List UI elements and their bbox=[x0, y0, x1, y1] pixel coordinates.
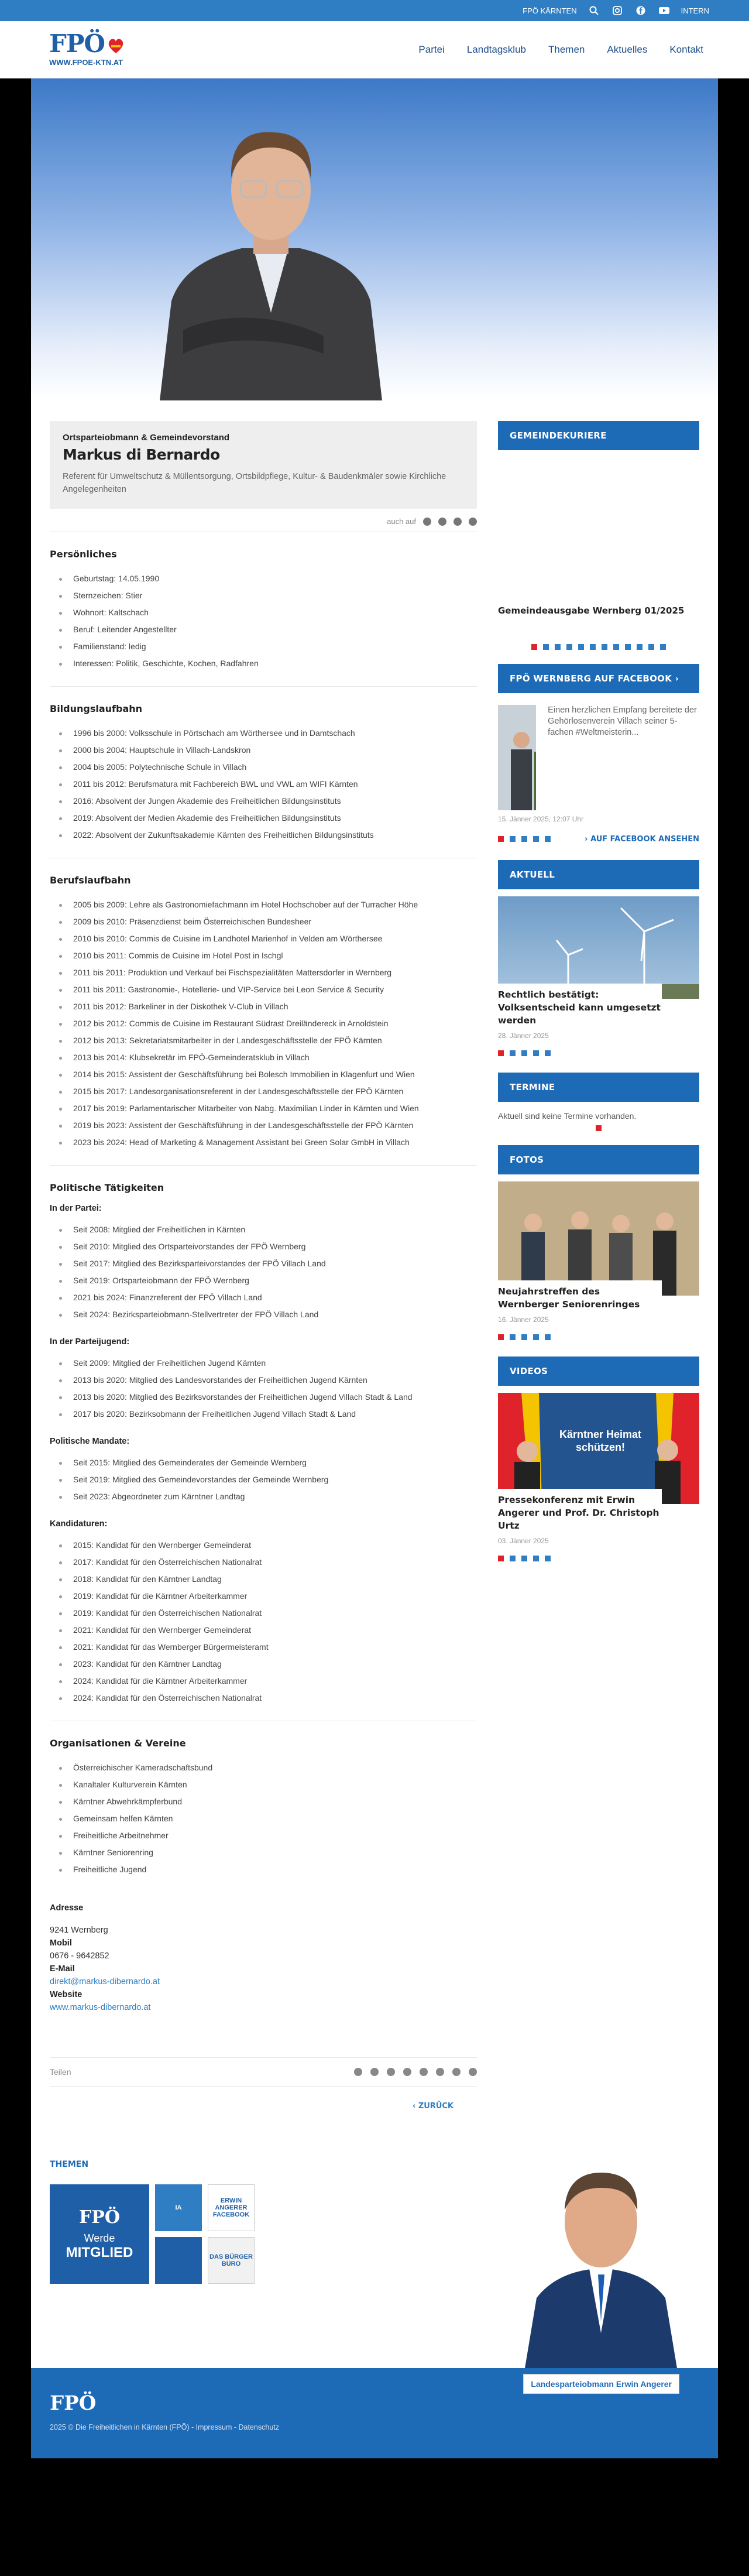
list-item: 2000 bis 2004: Hauptschule in Villach-Landskron bbox=[50, 742, 477, 759]
facebook-icon[interactable] bbox=[634, 4, 647, 17]
list-item: 2021 bis 2024: Finanzreferent der FPÖ Villach Land bbox=[50, 1289, 477, 1306]
list-item: Seit 2024: Bezirksparteiobmann-Stellvertreter der FPÖ Villach Land bbox=[50, 1306, 477, 1323]
mitglied-tile[interactable] bbox=[50, 2184, 149, 2284]
facebook-post-text: Einen herzlichen Empfang bereitete der Gehörlosenverein Villach seiner 5-fachen #Weltmeisterin... bbox=[548, 705, 697, 737]
list-item: Gemeinsam helfen Kärnten bbox=[50, 1810, 477, 1827]
facebook-view-link[interactable]: › AUF FACEBOOK ANSEHEN bbox=[585, 835, 699, 844]
mitglied-tile-line2: MITGLIED bbox=[66, 2245, 133, 2260]
list-item: Seit 2010: Mitglied des Ortsparteivorstandes der FPÖ Wernberg bbox=[50, 1238, 477, 1255]
youth-subhead: In der Parteijugend: bbox=[50, 1337, 130, 1347]
fotos-date: 16. Jänner 2025 bbox=[498, 1316, 549, 1324]
gemeindekuriere-title: GEMEINDEKURIERE bbox=[498, 421, 699, 450]
fpoe-kaernten-link[interactable]: FPÖ KÄRNTEN bbox=[523, 6, 577, 15]
list-item: Interessen: Politik, Geschichte, Kochen, Radfahren bbox=[50, 655, 477, 672]
footer-logo[interactable]: FPÖ bbox=[50, 2392, 97, 2415]
list-item: Seit 2015: Mitglied des Gemeinderates der Gemeinde Wernberg bbox=[50, 1454, 477, 1471]
page-wrapper bbox=[31, 78, 718, 2389]
search-icon[interactable] bbox=[587, 4, 600, 17]
facebook-post-date: 15. Jänner 2025, 12:07 Uhr bbox=[498, 815, 584, 823]
nav-themen[interactable]: Themen bbox=[548, 43, 585, 55]
list-item: 2011 bis 2012: Barkeliner in der Diskothek V-Club in Villach bbox=[50, 998, 477, 1015]
site-logo[interactable] bbox=[49, 29, 126, 67]
portrait-image bbox=[148, 78, 394, 400]
nav-partei[interactable]: Partei bbox=[418, 43, 445, 55]
list-item: 2010 bis 2011: Commis de Cuisine im Hotel Post in Ischgl bbox=[50, 947, 477, 964]
aktuell-headline[interactable]: Rechtlich bestätigt: Volksentscheid kann umgesetzt werden bbox=[498, 984, 662, 1027]
logo-heart-icon bbox=[106, 36, 126, 56]
website-link[interactable]: www.markus-dibernardo.at bbox=[50, 2003, 151, 2012]
facebook-post bbox=[498, 705, 699, 810]
list-item: Seit 2023: Abgeordneter zum Kärntner Landtag bbox=[50, 1488, 477, 1505]
list-item: 2019: Kandidat für den Österreichischen Nationalrat bbox=[50, 1605, 477, 1622]
list-item: 2023: Kandidat für den Kärntner Landtag bbox=[50, 1656, 477, 1673]
videos-title: VIDEOS bbox=[498, 1356, 699, 1386]
theme-tile-2[interactable]: ERWIN ANGERER FACEBOOK bbox=[208, 2184, 255, 2231]
party-subhead: In der Partei: bbox=[50, 1204, 102, 1213]
organizations-title: Organisationen & Vereine bbox=[50, 1738, 186, 1749]
themen-section bbox=[31, 2134, 718, 2389]
youtube-icon[interactable] bbox=[658, 4, 671, 17]
list-item: Familienstand: ledig bbox=[50, 638, 477, 655]
footer-text: 2025 © Die Freiheitlichen in Kärnten (FPÖ) - Impressum - Datenschutz bbox=[50, 2423, 279, 2431]
gemeindekuriere-dots bbox=[498, 644, 699, 650]
list-item: 2017 bis 2020: Bezirksobmann der Freiheitlichen Jugend Villach Stadt & Land bbox=[50, 1406, 477, 1423]
list-item: 2013 bis 2020: Mitglied des Landesvorstandes der Freiheitlichen Jugend Kärnten bbox=[50, 1372, 477, 1389]
career-title: Berufslaufbahn bbox=[50, 875, 131, 886]
share-linkedin-icon[interactable] bbox=[403, 2068, 411, 2076]
education-list bbox=[50, 725, 477, 858]
list-item: 2011 bis 2011: Produktion und Verkauf bei Fischspezialitäten Mattersdorfer in Wernberg bbox=[50, 964, 477, 981]
site-header bbox=[0, 21, 749, 78]
fotos-title: FOTOS bbox=[498, 1145, 699, 1174]
termine-dots bbox=[498, 1125, 699, 1131]
list-item: 2015 bis 2017: Landesorganisationsreferent in der Landesgeschäftsstelle der FPÖ Kärnten bbox=[50, 1083, 477, 1100]
list-item: 2011 bis 2012: Berufsmatura mit Fachbereich BWL und VWL am WIFI Kärnten bbox=[50, 776, 477, 793]
list-item: 2015: Kandidat für den Wernberger Gemeinderat bbox=[50, 1537, 477, 1554]
nav-landtagsklub[interactable]: Landtagsklub bbox=[466, 43, 526, 55]
youth-list bbox=[50, 1355, 477, 1426]
list-item: 1996 bis 2000: Volksschule in Pörtschach am Wörthersee und in Damtschach bbox=[50, 725, 477, 742]
list-item: Freiheitliche Jugend bbox=[50, 1861, 477, 1878]
list-item: 2014 bis 2015: Assistent der Geschäftsführung bei Bolesch Immobilien in Klagenfurt und Wien bbox=[50, 1066, 477, 1083]
list-item: Kärntner Seniorenring bbox=[50, 1844, 477, 1861]
list-item: 2013 bis 2014: Klubsekretär im FPÖ-Gemeinderatsklub in Villach bbox=[50, 1049, 477, 1066]
governor-portrait bbox=[519, 2146, 683, 2368]
list-item: Kanaltaler Kulturverein Kärnten bbox=[50, 1776, 477, 1793]
themen-title: THEMEN bbox=[50, 2160, 89, 2169]
hero-image bbox=[31, 78, 718, 400]
list-item: Freiheitliche Arbeitnehmer bbox=[50, 1827, 477, 1844]
candidacies-list bbox=[50, 1537, 477, 1721]
personal-list bbox=[50, 570, 477, 687]
videos-date: 03. Jänner 2025 bbox=[498, 1537, 549, 1545]
aktuell-title: AKTUELL bbox=[498, 860, 699, 889]
list-item: 2009 bis 2010: Präsenzdienst beim Österreichischen Bundesheer bbox=[50, 913, 477, 930]
termine-title: TERMINE bbox=[498, 1073, 699, 1102]
list-item: 2024: Kandidat für die Kärntner Arbeiterkammer bbox=[50, 1673, 477, 1690]
list-item: 2010 bis 2010: Commis de Cuisine im Landhotel Marienhof in Velden am Wörthersee bbox=[50, 930, 477, 947]
list-item: Seit 2008: Mitglied der Freiheitlichen in Kärnten bbox=[50, 1221, 477, 1238]
home-icon[interactable] bbox=[469, 518, 477, 526]
profile-social bbox=[50, 509, 477, 532]
address-value: 9241 Wernberg bbox=[50, 1926, 108, 1935]
top-bar bbox=[0, 0, 749, 21]
share-label: Teilen bbox=[50, 2067, 71, 2077]
mobile-label: Mobil bbox=[50, 1938, 72, 1948]
list-item: 2011 bis 2011: Gastronomie-, Hotellerie- und VIP-Service bei Leon Service & Security bbox=[50, 981, 477, 998]
mitglied-tile-line1: Werde bbox=[84, 2232, 115, 2244]
candidacies-subhead: Kandidaturen: bbox=[50, 1519, 108, 1529]
list-item: 2004 bis 2005: Polytechnische Schule in Villach bbox=[50, 759, 477, 776]
theme-tile-4[interactable]: DAS BÜRGER BÜRO bbox=[208, 2237, 255, 2284]
video-banner-text: Kärntner Heimat schützen! bbox=[559, 1429, 642, 1453]
videos-headline[interactable]: Pressekonferenz mit Erwin Angerer und Prof. Dr. Christoph Urtz bbox=[498, 1489, 662, 1532]
share-twitter-icon[interactable] bbox=[370, 2068, 379, 2076]
main-column bbox=[50, 421, 477, 2134]
facebook-icon[interactable] bbox=[423, 518, 431, 526]
fotos-headline[interactable]: Neujahrstreffen des Wernberger Seniorenringes bbox=[498, 1280, 662, 1311]
facebook-post-image[interactable] bbox=[498, 705, 536, 810]
back-link[interactable]: ‹ ZURÜCK bbox=[412, 2102, 453, 2111]
list-item: 2017 bis 2019: Parlamentarischer Mitarbeiter von Nabg. Maximilian Linder in Kärnten und Wien bbox=[50, 1100, 477, 1117]
personal-title: Persönliches bbox=[50, 549, 117, 560]
list-item: 2024: Kandidat für den Österreichischen Nationalrat bbox=[50, 1690, 477, 1707]
profile-name: Markus di Bernardo bbox=[63, 446, 220, 463]
logo-text: FPÖ bbox=[49, 29, 105, 58]
political-title: Politische Tätigkeiten bbox=[50, 1182, 164, 1193]
sidebar bbox=[498, 421, 699, 2134]
list-item: Wohnort: Kaltschach bbox=[50, 604, 477, 621]
list-item: 2012 bis 2013: Sekretariatsmitarbeiter in der Landesgeschäftsstelle der FPÖ Kärnten bbox=[50, 1032, 477, 1049]
theme-tile-3[interactable] bbox=[155, 2237, 202, 2284]
termine-text: Aktuell sind keine Termine vorhanden. bbox=[498, 1111, 637, 1121]
share-vk-icon[interactable] bbox=[420, 2068, 428, 2076]
list-item: 2013 bis 2020: Mitglied des Bezirksvorstandes der Freiheitlichen Jugend Villach Stadt & Land bbox=[50, 1389, 477, 1406]
aktuell-date: 28. Jänner 2025 bbox=[498, 1032, 549, 1040]
career-list bbox=[50, 896, 477, 1166]
share-tumblr-icon[interactable] bbox=[436, 2068, 444, 2076]
profile-description: Referent für Umweltschutz & Müllentsorgung, Ortsbildpflege, Kultur- & Baudenkmäler sowie Kirchliche Angelegenheiten bbox=[63, 472, 446, 494]
website-label: Website bbox=[50, 1990, 83, 1999]
gemeindekurier-issue[interactable]: Gemeindeausgabe Wernberg 01/2025 bbox=[498, 605, 685, 616]
nav-aktuelles[interactable]: Aktuelles bbox=[607, 43, 648, 55]
list-item: Seit 2017: Mitglied des Bezirksparteivorstandes der FPÖ Villach Land bbox=[50, 1255, 477, 1272]
videos-dots bbox=[498, 1556, 699, 1561]
list-item: Beruf: Leitender Angestellter bbox=[50, 621, 477, 638]
intern-link[interactable]: INTERN bbox=[681, 6, 709, 15]
list-item: 2012 bis 2012: Commis de Cuisine im Restaurant Südrast Dreiländereck in Arnoldstein bbox=[50, 1015, 477, 1032]
mandates-list bbox=[50, 1454, 477, 1509]
share-bar bbox=[50, 2057, 477, 2087]
fotos-image[interactable] bbox=[498, 1181, 699, 1296]
list-item: 2005 bis 2009: Lehre als Gastronomiefachmann im Hotel Hochschober auf der Turracher Höhe bbox=[50, 896, 477, 913]
list-item: 2019: Kandidat für die Kärntner Arbeiterkammer bbox=[50, 1588, 477, 1605]
theme-tile-1[interactable]: IA bbox=[155, 2184, 202, 2231]
share-reddit-icon[interactable] bbox=[452, 2068, 461, 2076]
list-item: Seit 2019: Mitglied des Gemeindevorstandes der Gemeinde Wernberg bbox=[50, 1471, 477, 1488]
list-item: 2017: Kandidat für den Österreichischen Nationalrat bbox=[50, 1554, 477, 1571]
instagram-icon[interactable] bbox=[611, 4, 624, 17]
instagram-icon[interactable] bbox=[438, 518, 446, 526]
main-nav bbox=[418, 44, 703, 56]
list-item: Geburtstag: 14.05.1990 bbox=[50, 570, 477, 587]
list-item: 2019 bis 2023: Assistent der Geschäftsführung in der Landesgeschäftsstelle der FPÖ Kärnten bbox=[50, 1117, 477, 1134]
list-item: 2019: Absolvent der Medien Akademie des Freiheitlichen Bildungsinstituts bbox=[50, 810, 477, 827]
contact-block bbox=[50, 1902, 477, 2014]
mandates-subhead: Politische Mandate: bbox=[50, 1437, 130, 1446]
aktuell-dots bbox=[498, 1050, 699, 1056]
mitglied-tile-logo: FPÖ bbox=[79, 2207, 120, 2228]
list-item: Sternzeichen: Stier bbox=[50, 587, 477, 604]
organizations-list bbox=[50, 1759, 477, 1882]
list-item: 2018: Kandidat für den Kärntner Landtag bbox=[50, 1571, 477, 1588]
telegram-icon[interactable] bbox=[453, 518, 462, 526]
list-item: Seit 2009: Mitglied der Freiheitlichen Jugend Kärnten bbox=[50, 1355, 477, 1372]
list-item: Kärntner Abwehrkämpferbund bbox=[50, 1793, 477, 1810]
list-item: 2016: Absolvent der Jungen Akademie des Freiheitlichen Bildungsinstituts bbox=[50, 793, 477, 810]
list-item: 2021: Kandidat für das Wernberger Bürgermeisteramt bbox=[50, 1639, 477, 1656]
list-item: 2021: Kandidat für den Wernberger Gemeinderat bbox=[50, 1622, 477, 1639]
governor-label[interactable]: Landesparteiobmann Erwin Angerer bbox=[523, 2374, 679, 2394]
email-label: E-Mail bbox=[50, 1964, 75, 1974]
list-item: Seit 2019: Ortsparteiobmann der FPÖ Wernberg bbox=[50, 1272, 477, 1289]
list-item: 2022: Absolvent der Zukunftsakademie Kärnten des Freiheitlichen Bildungsinstituts bbox=[50, 827, 477, 844]
profile-role: Ortsparteiobmann & Gemeindevorstand bbox=[63, 433, 230, 443]
facebook-widget-title: FPÖ WERNBERG AUF FACEBOOK › bbox=[498, 664, 699, 693]
list-item: Österreichischer Kameradschaftsbund bbox=[50, 1759, 477, 1776]
address-label: Adresse bbox=[50, 1903, 84, 1913]
education-title: Bildungslaufbahn bbox=[50, 703, 143, 714]
mobile-value: 0676 - 9642852 bbox=[50, 1951, 109, 1961]
share-facebook-icon[interactable] bbox=[354, 2068, 362, 2076]
share-email-icon[interactable] bbox=[469, 2068, 477, 2076]
nav-kontakt[interactable]: Kontakt bbox=[669, 43, 703, 55]
email-link[interactable]: direkt@markus-dibernardo.at bbox=[50, 1977, 160, 1986]
social-label: auch auf bbox=[387, 517, 416, 526]
logo-url: WWW.FPOE-KTN.AT bbox=[49, 58, 123, 67]
share-pinterest-icon[interactable] bbox=[387, 2068, 395, 2076]
party-list bbox=[50, 1221, 477, 1327]
fotos-dots bbox=[498, 1334, 699, 1340]
profile-intro bbox=[50, 421, 477, 509]
videos-image[interactable] bbox=[498, 1393, 699, 1504]
list-item: 2023 bis 2024: Head of Marketing & Management Assistant bei Green Solar GmbH in Villach bbox=[50, 1134, 477, 1151]
